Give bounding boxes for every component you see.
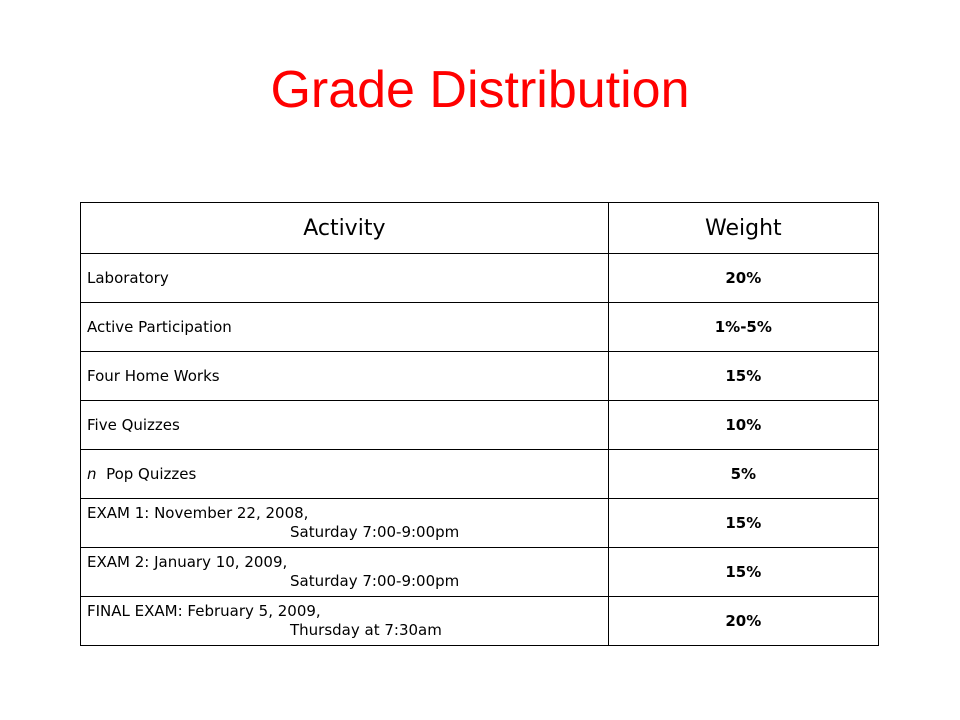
weight-cell: 15%: [608, 548, 878, 597]
exam-schedule: Thursday at 7:30am: [290, 621, 442, 639]
weight-cell: 10%: [608, 401, 878, 450]
exam-schedule: Saturday 7:00-9:00pm: [290, 572, 460, 590]
grade-distribution-table: [80, 202, 879, 646]
weight-cell: 20%: [608, 597, 878, 646]
table-row: [81, 254, 879, 303]
exam-title: FINAL EXAM: February 5, 2009,: [87, 602, 321, 620]
weight-column-header: Weight: [608, 203, 878, 254]
weight-cell: 5%: [608, 450, 878, 499]
weight-cell: 15%: [608, 499, 878, 548]
table-row: [81, 548, 879, 597]
exam-title: EXAM 1: November 22, 2008,: [87, 504, 309, 522]
exam-title: EXAM 2: January 10, 2009,: [87, 553, 288, 571]
weight-cell: 20%: [608, 254, 878, 303]
activity-prefix: n: [87, 464, 97, 483]
activity-cell: [81, 450, 609, 499]
activity-cell: Four Home Works: [81, 352, 609, 401]
activity-column-header: Activity: [81, 203, 609, 254]
activity-cell: [81, 597, 609, 646]
activity-cell: Five Quizzes: [81, 401, 609, 450]
activity-label: Pop Quizzes: [106, 464, 197, 483]
table-header-row: [81, 203, 879, 254]
activity-cell: [81, 499, 609, 548]
table-row: [81, 597, 879, 646]
activity-cell: [81, 548, 609, 597]
table-row: [81, 499, 879, 548]
table-row: [81, 401, 879, 450]
exam-schedule: Saturday 7:00-9:00pm: [290, 523, 460, 541]
activity-cell: Laboratory: [81, 254, 609, 303]
table-row: [81, 352, 879, 401]
activity-cell: Active Participation: [81, 303, 609, 352]
weight-cell: 15%: [608, 352, 878, 401]
slide-title: Grade Distribution: [270, 61, 690, 119]
weight-cell: 1%-5%: [608, 303, 878, 352]
table-row: [81, 303, 879, 352]
table-row: [81, 450, 879, 499]
